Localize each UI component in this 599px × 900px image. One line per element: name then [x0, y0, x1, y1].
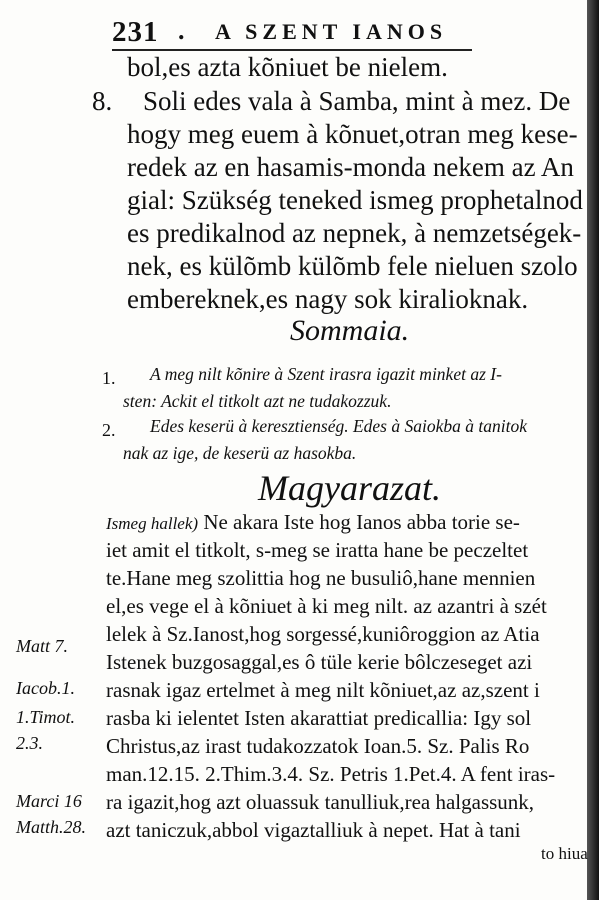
body-line: es predikalnod az nepnek, à nemzetségek- [127, 218, 582, 248]
summary-number: 2. [102, 420, 116, 440]
body-line: bol,es azta kõniuet be nielem. [127, 52, 448, 82]
summary-line: A meg nilt kõnire à Szent irasra igazit minket az I- [150, 364, 502, 384]
exposition-text: Ne akara Iste hog Ianos abba torie se- [198, 510, 520, 534]
margin-note: Iacob.1. [16, 678, 75, 698]
margin-note: 1.Timot. [16, 707, 76, 727]
exposition-line: azt taniczuk,abbol vigaztalliuk à nepet. Hat à tani [106, 818, 521, 842]
page-edge-shadow [587, 0, 599, 900]
margin-note: Marci 16 [16, 791, 82, 811]
body-line: embereknek,es nagy sok kiralioknak. [127, 284, 529, 314]
summary-line: sten: Ackit el titkolt azt ne tudakozzuk. [123, 391, 392, 411]
header-separator: . [178, 16, 185, 45]
header-rule [112, 49, 472, 51]
exposition-line [106, 510, 520, 535]
margin-note: 2.3. [16, 733, 43, 753]
exposition-line: ra igazit,hog azt oluassuk tanulliuk,rea halgassunk, [106, 790, 535, 814]
catchword: to hiua [541, 844, 588, 863]
exposition-lead: Ismeg hallek) [106, 514, 199, 533]
body-line: gial: Szükség teneked ismeg prophetalnod [127, 185, 583, 215]
exposition-line: Christus,az irast tudakozzatok Ioan.5. Sz. Palis Ro [106, 734, 530, 758]
running-head: A SZENT IANOS [215, 19, 448, 44]
summary-line: Edes keserü à keresztienség. Edes à Saiokba à tanitok [150, 416, 527, 436]
exposition-line: iet amit el titkolt, s-meg se iratta hane be peczeltet [106, 538, 529, 562]
summary-line: nak az ige, de keserü az hasokba. [123, 443, 357, 463]
exposition-line: lelek à Sz.Ianost,hog sorgessé,kuniôroggion az Atia [106, 622, 540, 646]
exposition-line: te.Hane meg szolittia hog ne busuliô,hane mennien [106, 566, 536, 590]
page-header [112, 16, 582, 50]
verse-number: 8. [92, 86, 113, 116]
margin-note: Matt 7. [16, 636, 68, 656]
exposition-line: man.12.15. 2.Thim.3.4. Sz. Petris 1.Pet.4. A fent iras- [106, 762, 556, 786]
exposition-line: el,es vege el à kõniuet à ki meg nilt. az azantri à szét [106, 594, 547, 618]
summary-number: 1. [102, 368, 116, 388]
folio-number: 231 [112, 16, 159, 48]
exposition-line: Istenek buzgosaggal,es ô tüle kerie bôlczeseget azi [106, 650, 533, 674]
exposition-line: rasba ki ielentet Isten akarattiat predicallia: Igy sol [106, 706, 532, 730]
body-line: hogy meg euem à kõnuet,otran meg kese- [127, 119, 578, 149]
exposition-line: rasnak igaz ertelmet à meg nilt kõniuet,az az,szent i [106, 678, 540, 702]
margin-note: Matth.28. [16, 817, 86, 837]
section-heading: Sommaia. [290, 314, 410, 347]
body-line: Soli edes vala à Samba, mint à mez. De [143, 86, 571, 116]
exposition-heading: Magyarazat. [258, 468, 441, 508]
body-line: nek, es külõmb külõmb fele nieluen szolo [127, 251, 578, 281]
body-line: redek az en hasamis-monda nekem az An [127, 152, 574, 182]
